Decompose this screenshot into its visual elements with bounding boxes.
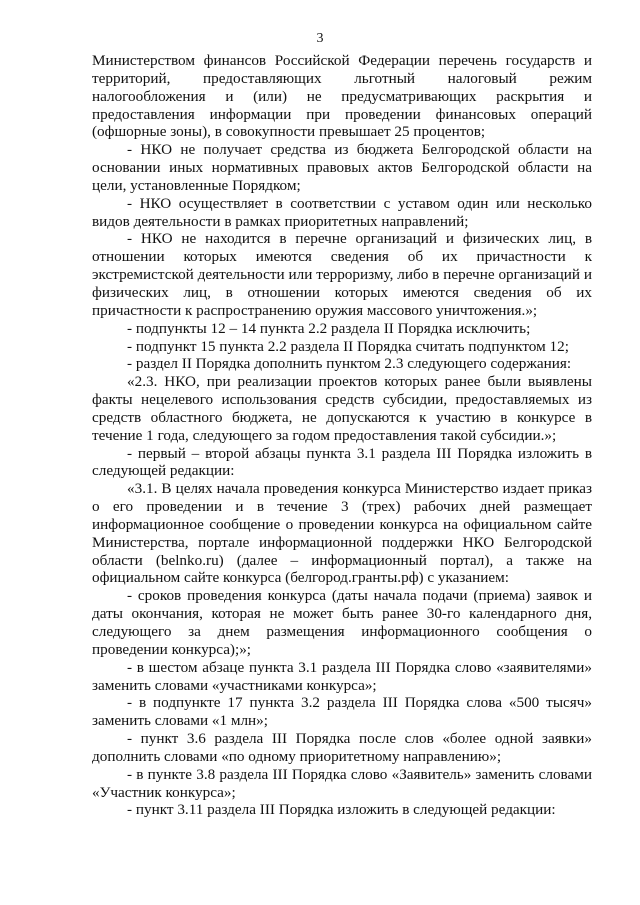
paragraph: - пункт 3.6 раздела III Порядка после слов «более одной заявки» дополнить словами «по одному приоритетному направлению»; [92,730,592,765]
paragraph: - в подпункте 17 пункта 3.2 раздела III Порядка слова «500 тысяч» заменить словами «1 млн»; [92,694,592,730]
paragraph: - сроков проведения конкурса (даты начала подачи (приема) заявок и даты окончания, которая не может быть ранее 30-го календарного дня, следующего за днем размещения информационного сообщения о проведении конкурса);»; [92,587,592,658]
paragraph: - НКО не получает средства из бюджета Белгородской области на основании иных нормативных правовых актов Белгородской области на цели, установленные Порядком; [92,141,592,194]
paragraph: - подпункт 15 пункта 2.2 раздела II Порядка считать подпунктом 12; [127,337,569,355]
paragraph: Министерством финансов Российской Федерации перечень государств и территорий, предоставляющих льготный налоговый режим налогообложения и (или) не предусматривающих раскрытия и предоставления информации при проведении финансовых операций (офшорные зоны), в совокупности превышает 25 процентов; [92,52,592,141]
document-body [92,52,592,819]
paragraph: - раздел II Порядка дополнить пунктом 2.3 следующего содержания: [127,355,572,373]
page-number: 3 [316,31,324,46]
paragraph: «2.3. НКО, при реализации проектов которых ранее были выявлены факты нецелевого использования средств субсидии, предоставляемых из средств областного бюджета, не допускаются к участию в конкурсе в течение 1 года, следующего за годом предоставления такой субсидии.»; [92,373,592,444]
paragraph: «3.1. В целях начала проведения конкурса Министерство издает приказ о его проведении и в течение 3 (трех) рабочих дней размещает информационное сообщение о проведении конкурса на официальном сайте Министерства, портале информационной поддержки НКО Белгородской области (belnko.ru) (далее – информационный портал), а также на официальном сайте конкурса (белгород.гранты.рф) с указанием: [92,480,592,587]
paragraph: - первый – второй абзацы пункта 3.1 раздела III Порядка изложить в следующей редакции: [92,444,592,480]
paragraph: - НКО осуществляет в соответствии с уставом один или несколько видов деятельности в рамках приоритетных направлений; [92,194,592,230]
paragraph: - подпункты 12 – 14 пункта 2.2 раздела II Порядка исключить; [127,319,531,337]
paragraph: - пункт 3.11 раздела III Порядка изложить в следующей редакции: [127,801,556,819]
paragraph: - в пункте 3.8 раздела III Порядка слово «Заявитель» заменить словами «Участник конкурса»; [92,765,592,801]
paragraph: - НКО не находится в перечне организаций и физических лиц, в отношении которых имеются сведения об их причастности к экстремистской деятельности или терроризму, либо в перечне организаций и физических лиц, в отношении которых имеются сведения об их причастности к распространению оружия массового уничтожения.»; [92,230,592,319]
paragraph: - в шестом абзаце пункта 3.1 раздела III Порядка слово «заявителями» заменить словами «участниками конкурса»; [92,658,592,694]
